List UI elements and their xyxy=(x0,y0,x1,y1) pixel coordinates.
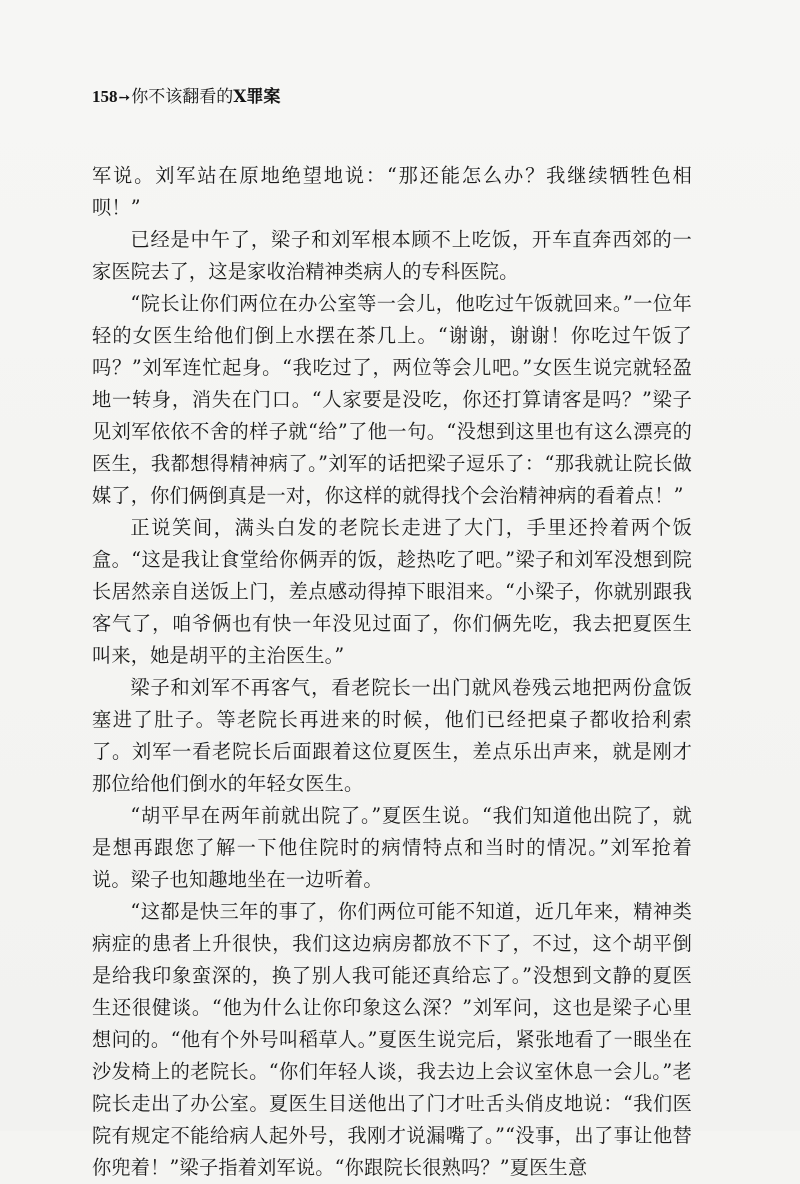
body-text xyxy=(92,160,692,1184)
paragraph: “院长让你们两位在办公室等一会儿，他吃过午饭就回来。”一位年轻的女医生给他们倒上水摆在茶几上。“谢谢，谢谢！你吃过午饭了吗？”刘军连忙起身。“我吃过了，两位等会儿吧。”女医生说完就轻盈地一转身，消失在门口。“人家要是没吃，你还打算请客是吗？”梁子见刘军依依不舍的样子就“给”了他一句。“没想到这里也有这么漂亮的医生，我都想得精神病了。”刘军的话把梁子逗乐了：“那我就让院长做媒了，你们俩倒真是一对，你这样的就得找个会治精神病的看着点！” xyxy=(92,292,692,507)
paragraph-continuation: 军说。刘军站在原地绝望地说：“那还能怎么办？我继续牺牲色相呗！” xyxy=(92,164,692,219)
page-number: 158 xyxy=(92,87,118,106)
running-head xyxy=(92,86,280,109)
book-title: 你不该翻看的 xyxy=(131,87,234,107)
paragraph: 已经是中午了，梁子和刘军根本顾不上吃饭，开车直奔西郊的一家医院去了，这是家收治精神类病人的专科医院。 xyxy=(92,228,692,283)
book-title-bold: X罪案 xyxy=(233,87,281,107)
paragraph: 梁子和刘军不再客气，看老院长一出门就风卷残云地把两份盒饭塞进了肚子。等老院长再进来的时候，他们已经把桌子都收拾利索了。刘军一看老院长后面跟着这位夏医生，差点乐出声来，就是刚才那位给他们倒水的年轻女医生。 xyxy=(92,676,692,795)
paragraph: “胡平早在两年前就出院了。”夏医生说。“我们知道他出院了，就是想再跟您了解一下他住院时的病情特点和当时的情况。”刘军抢着说。梁子也知趣地坐在一边听着。 xyxy=(92,804,692,891)
paragraph: 正说笑间，满头白发的老院长走进了大门，手里还拎着两个饭盒。“这是我让食堂给你俩弄的饭，趁热吃了吧。”梁子和刘军没想到院长居然亲自送饭上门，差点感动得掉下眼泪来。“小梁子，你就别跟我客气了，咱爷俩也有快一年没见过面了，你们俩先吃，我去把夏医生叫来，她是胡平的主治医生。” xyxy=(92,516,692,667)
arrow-right-icon: ➙ xyxy=(118,90,131,106)
paragraph: “这都是快三年的事了，你们两位可能不知道，近几年来，精神类病症的患者上升很快，我们这边病房都放不下了，不过，这个胡平倒是给我印象蛮深的，换了别人我可能还真给忘了。”没想到文静的夏医生还很健谈。“他为什么让你印象这么深？”刘军问，这也是梁子心里想问的。“他有个外号叫稻草人。”夏医生说完后，紧张地看了一眼坐在沙发椅上的老院长。“你们年轻人谈，我去边上会议室休息一会儿。”老院长走出了办公室。夏医生目送他出了门才吐舌头俏皮地说：“我们医院有规定不能给病人起外号，我刚才说漏嘴了。”“没事，出了事让他替你兜着！”梁子指着刘军说。“你跟院长很熟吗？”夏医生意 xyxy=(92,900,692,1179)
